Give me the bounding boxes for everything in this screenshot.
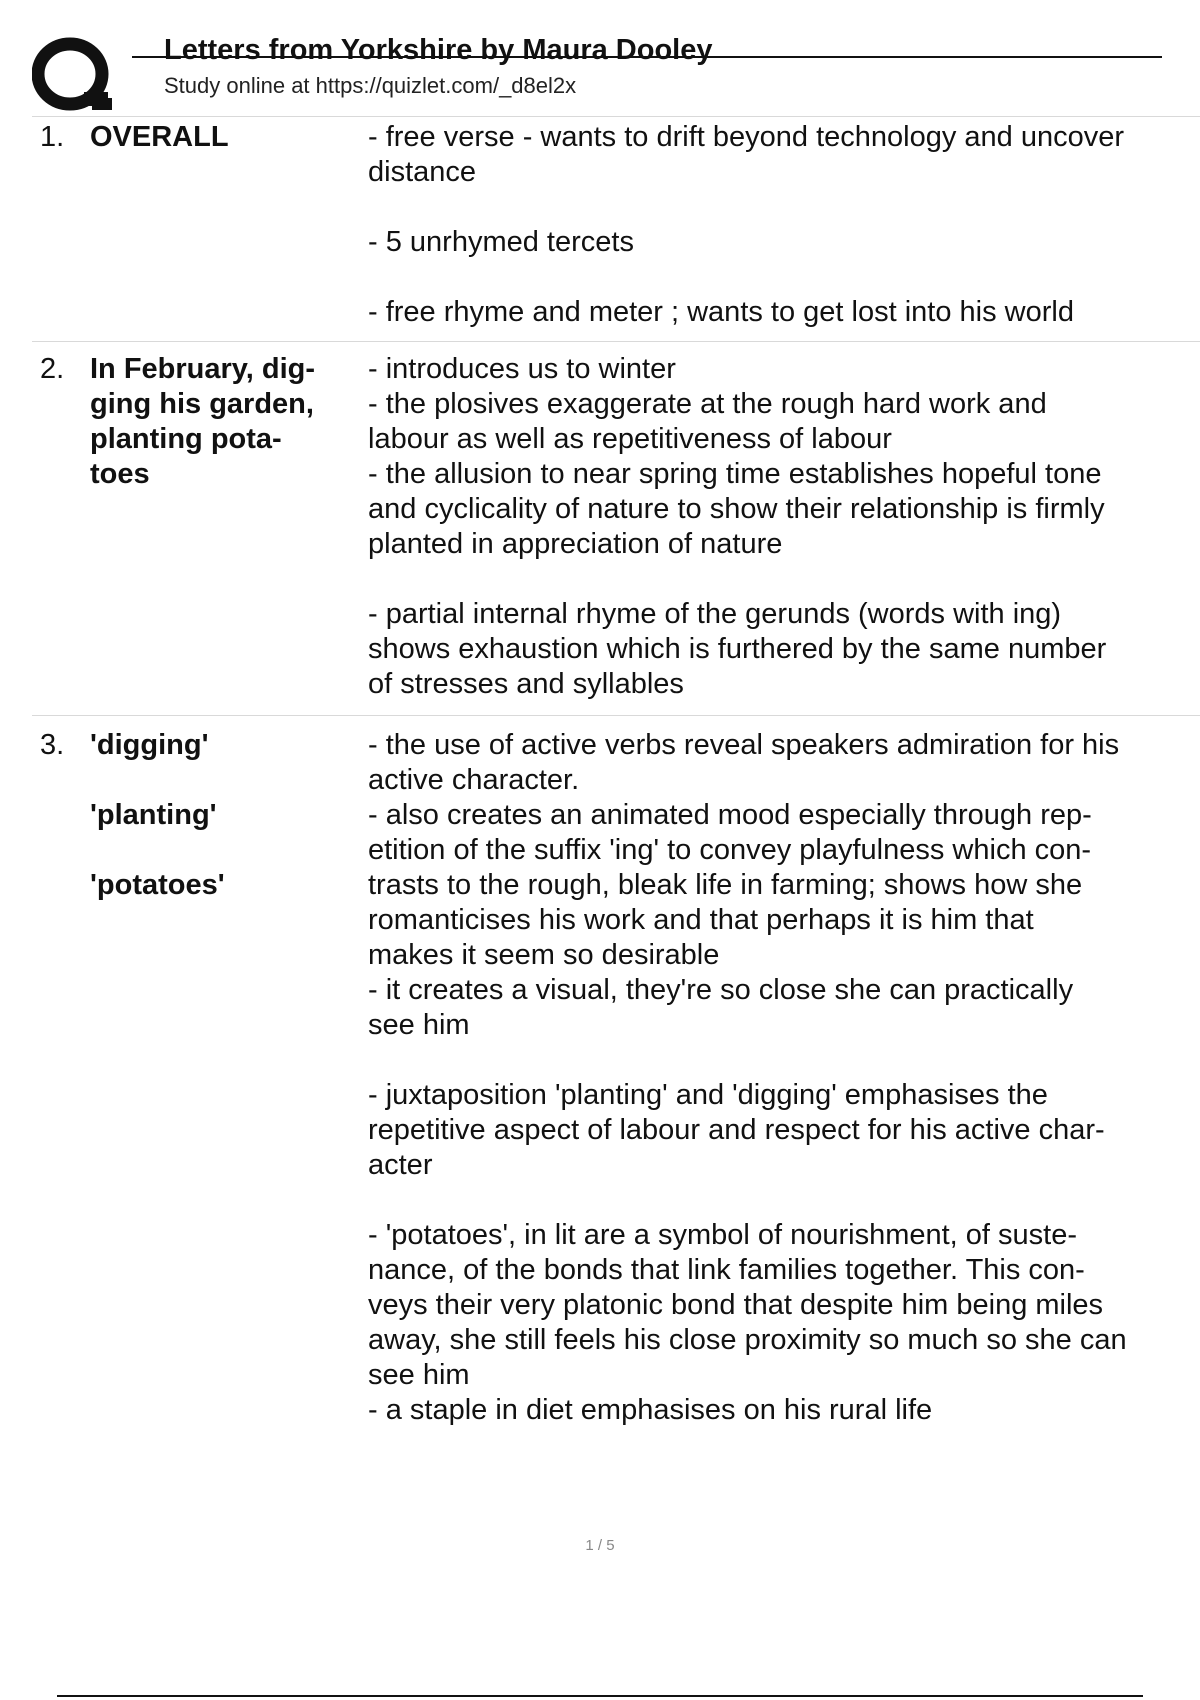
definition-line: - the use of active verbs reveal speakers admiration for his: [368, 729, 1120, 761]
definition-line: see him: [368, 1359, 470, 1391]
flashcard-row: [32, 116, 1200, 341]
term-line: In February, dig-: [90, 353, 316, 385]
definition-line: - partial internal rhyme of the gerunds (words with ing): [368, 598, 1062, 630]
card-term: [90, 352, 368, 702]
title-block: [132, 28, 1162, 100]
term-line: 'potatoes': [90, 869, 225, 901]
definition-line: - a staple in diet emphasises on his rural life: [368, 1394, 933, 1426]
bottom-rule: [57, 1695, 1143, 1697]
term-line: ging his garden,: [90, 388, 314, 420]
definition-line: shows exhaustion which is furthered by the same number: [368, 633, 1107, 665]
card-definition: [368, 120, 1200, 330]
quizlet-q-logo-icon: [32, 34, 142, 116]
term-spacer: [90, 763, 368, 798]
term-line: toes: [90, 458, 150, 490]
definition-line: away, she still feels his close proximity so much so she can: [368, 1324, 1127, 1356]
card-term: [90, 120, 368, 330]
definition-line: see him: [368, 1009, 470, 1041]
card-term: [90, 728, 368, 1428]
paragraph-spacer: [368, 260, 1180, 295]
paragraph-spacer: [368, 562, 1180, 597]
title-rule: [132, 56, 1162, 58]
study-online-link[interactable]: Study online at https://quizlet.com/_d8el2x: [164, 73, 577, 98]
definition-line: repetitive aspect of labour and respect for his active char-: [368, 1114, 1105, 1146]
definition-line: planted in appreciation of nature: [368, 528, 783, 560]
definition-line: active character.: [368, 764, 580, 796]
card-definition: [368, 352, 1200, 702]
flashcard-list: [32, 116, 1200, 1448]
paragraph-spacer: [368, 190, 1180, 225]
definition-line: labour as well as repetitiveness of labour: [368, 423, 892, 455]
term-line: 'planting': [90, 799, 217, 831]
definition-line: veys their very platonic bond that despite him being miles: [368, 1289, 1104, 1321]
definition-line: makes it seem so desirable: [368, 939, 720, 971]
term-line: planting pota-: [90, 423, 282, 455]
paragraph-spacer: [368, 1183, 1180, 1218]
document-title: Letters from Yorkshire by Maura Dooley: [164, 34, 713, 66]
card-number: 3.: [40, 729, 65, 761]
definition-line: - juxtaposition 'planting' and 'digging' emphasises the: [368, 1079, 1048, 1111]
definition-line: - 'potatoes', in lit are a symbol of nourishment, of suste-: [368, 1219, 1078, 1251]
definition-line: trasts to the rough, bleak life in farming; shows how she: [368, 869, 1083, 901]
card-definition: [368, 728, 1200, 1428]
definition-line: - the plosives exaggerate at the rough hard work and: [368, 388, 1047, 420]
definition-line: of stresses and syllables: [368, 668, 684, 700]
definition-line: and cyclicality of nature to show their relationship is firmly: [368, 493, 1105, 525]
definition-line: romanticises his work and that perhaps it is him that: [368, 904, 1034, 936]
flashcard-row: [32, 341, 1200, 715]
definition-line: - it creates a visual, they're so close she can practically: [368, 974, 1074, 1006]
page-number: 1 / 5: [585, 1537, 615, 1554]
definition-line: - free rhyme and meter ; wants to get lost into his world: [368, 296, 1074, 328]
definition-line: - 5 unrhymed tercets: [368, 226, 634, 258]
definition-line: nance, of the bonds that link families together. This con-: [368, 1254, 1085, 1286]
term-line: OVERALL: [90, 121, 229, 153]
definition-line: etition of the suffix 'ing' to convey playfulness which con-: [368, 834, 1092, 866]
flashcard-row: [32, 715, 1200, 1448]
definition-line: - the allusion to near spring time establishes hopeful tone: [368, 458, 1102, 490]
card-number: 2.: [40, 353, 65, 385]
term-spacer: [90, 833, 368, 868]
term-line: 'digging': [90, 729, 209, 761]
definition-line: - also creates an animated mood especially through rep-: [368, 799, 1092, 831]
page-header: [32, 28, 1142, 118]
paragraph-spacer: [368, 1043, 1180, 1078]
definition-line: - introduces us to winter: [368, 353, 676, 385]
definition-line: - free verse - wants to drift beyond technology and uncover: [368, 121, 1125, 153]
card-number: 1.: [40, 121, 65, 153]
definition-line: acter: [368, 1149, 433, 1181]
definition-line: distance: [368, 156, 477, 188]
